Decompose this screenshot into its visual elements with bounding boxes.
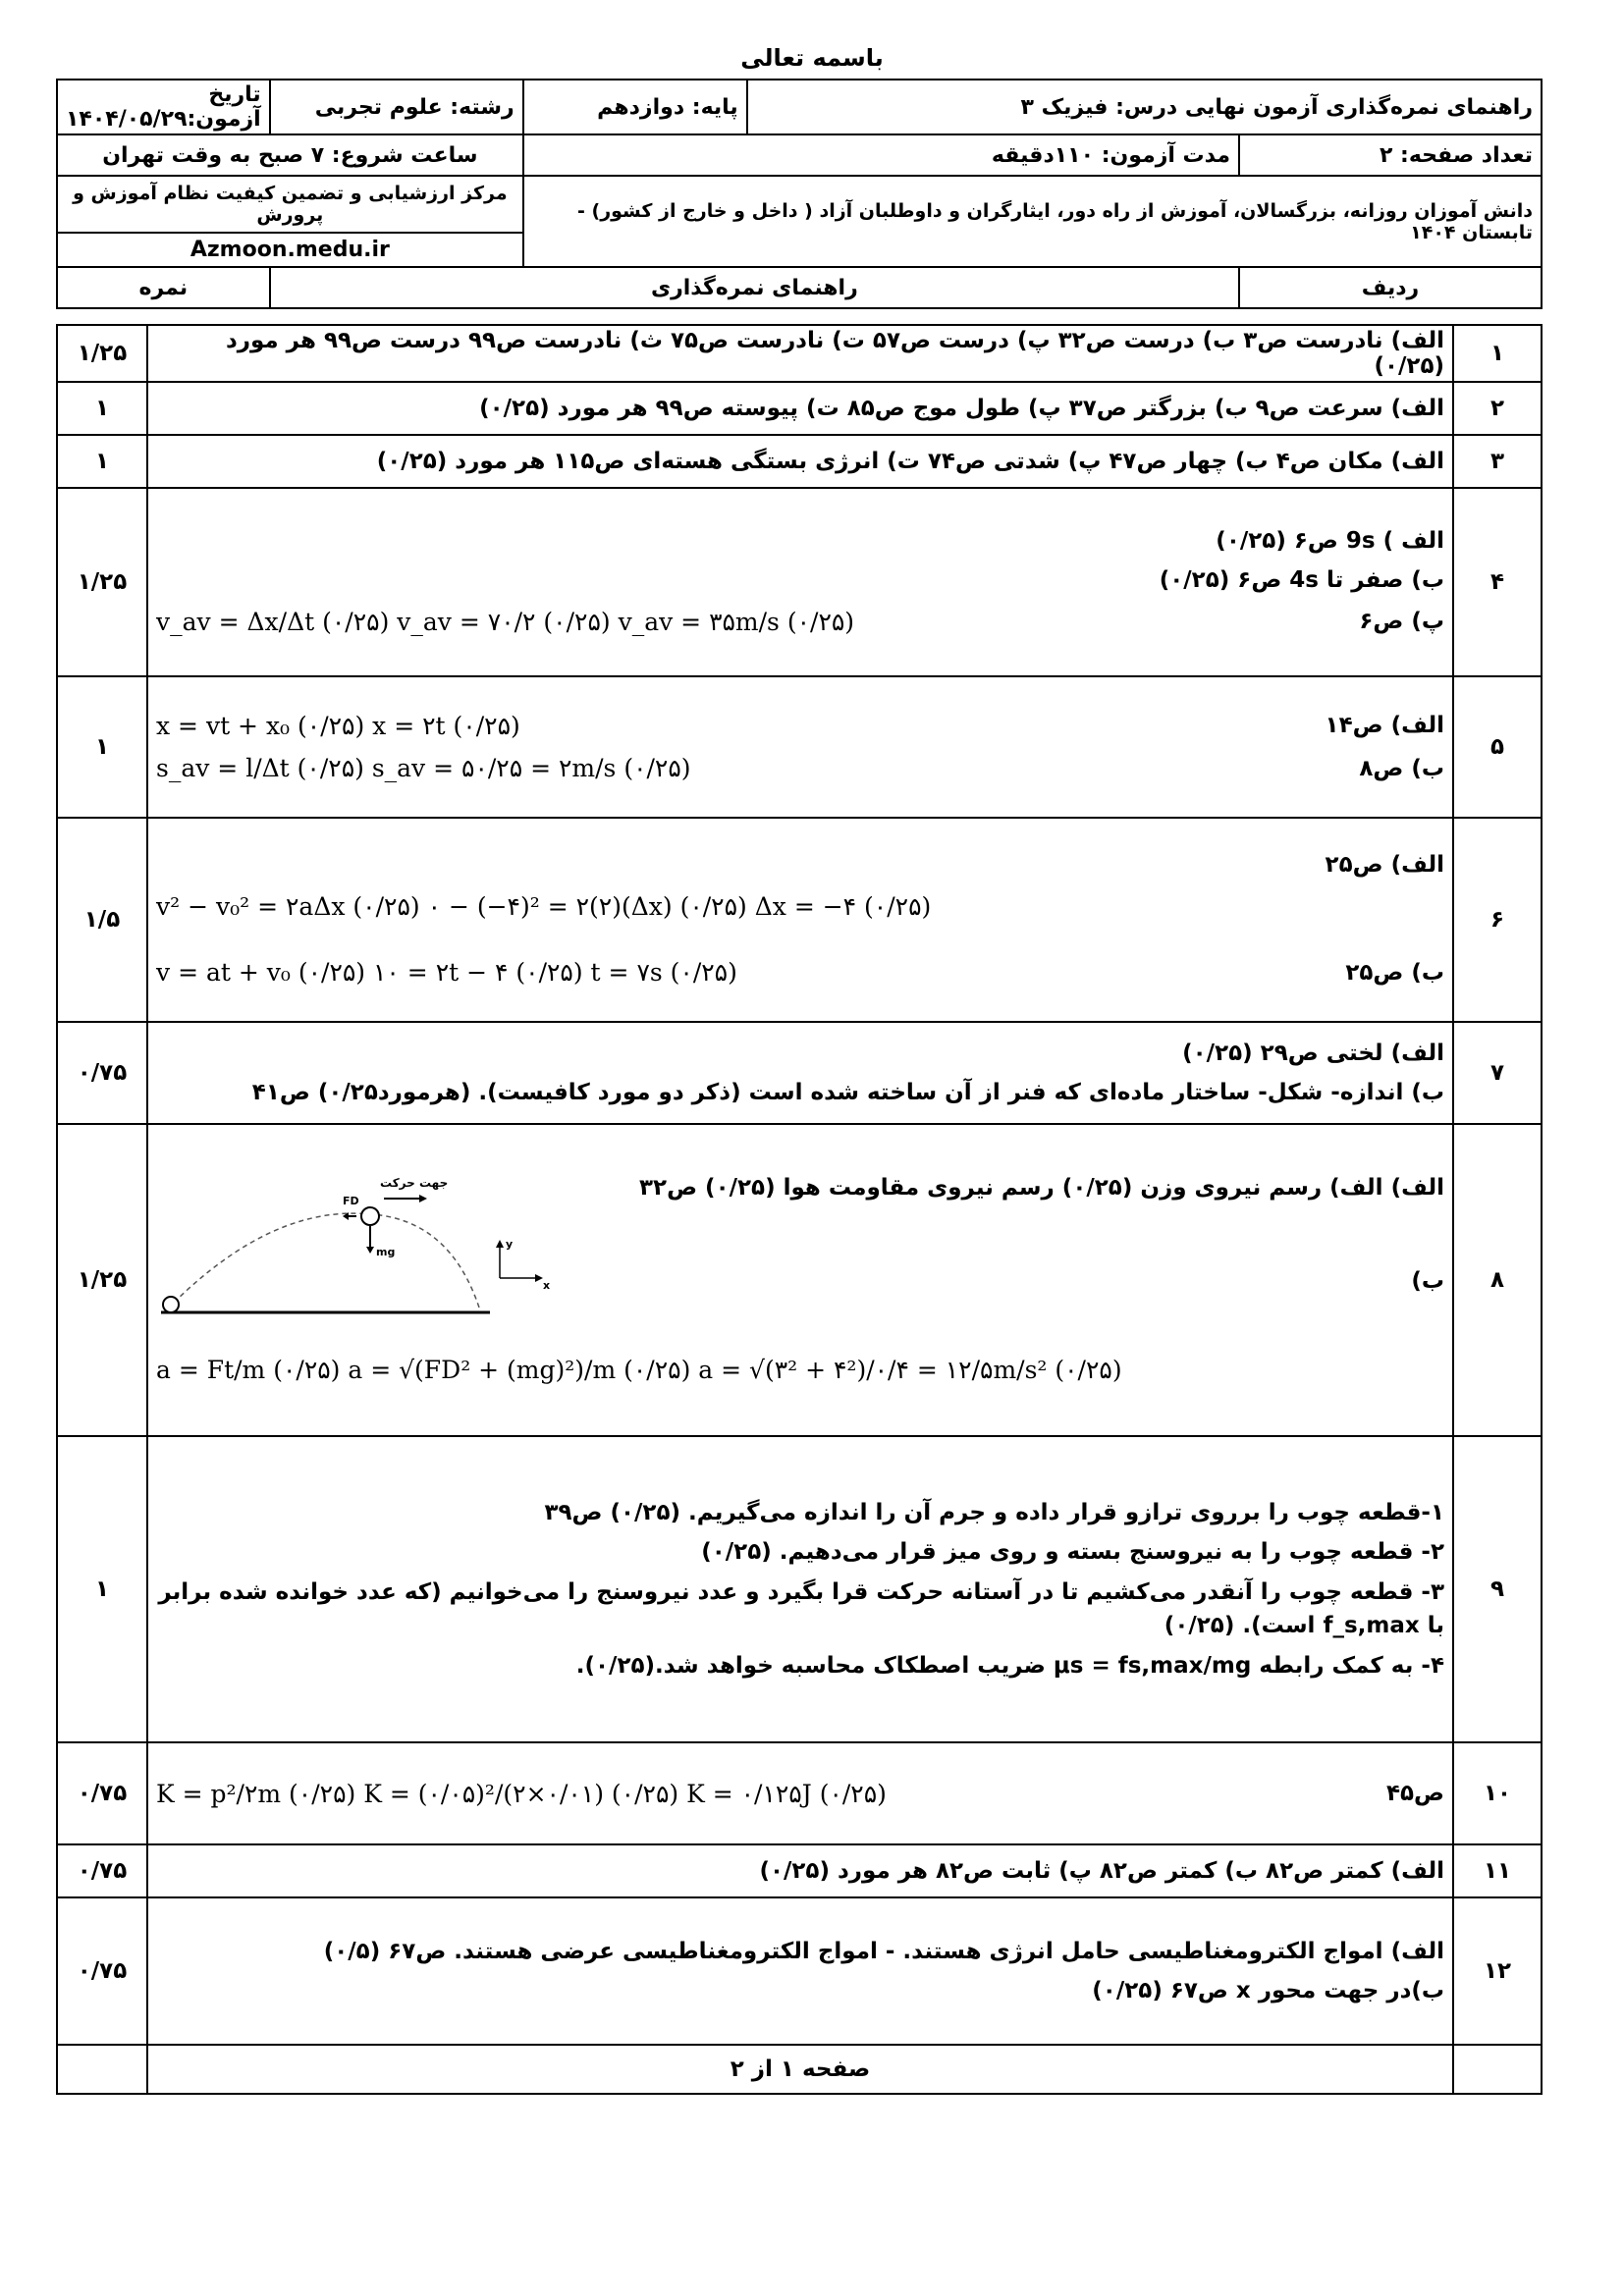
scoring-table <box>56 324 1543 2095</box>
answer-a: الف ) 9s ص۶ (۰/۲۵) <box>1216 527 1444 554</box>
ball-start-icon <box>163 1297 179 1312</box>
col-score-header: نمره <box>57 267 270 308</box>
row-score: ۱ <box>57 435 147 488</box>
page-count: تعداد صفحه: ۲ <box>1239 134 1542 176</box>
answer-b-equation: v = at + v₀ (۰/۲۵) ۱۰ = ۲t − ۴ (۰/۲۵) t = ۷s (۰/۲۵) <box>156 958 737 988</box>
row-content: الف) کمتر ص۸۲ ب) کمتر ص۸۲ پ) ثابت ص۸۲ هر مورد (۰/۲۵) <box>147 1844 1453 1897</box>
page-footer: صفحه ۱ از ۲ <box>147 2045 1453 2094</box>
exam-grade: پایه: دوازدهم <box>523 80 747 134</box>
step-4: ۴- به کمک رابطه μs = fs,max/mg ضریب اصطکاک محاسبه خواهد شد.(۰/۲۵). <box>575 1652 1444 1679</box>
row-number: ۹ <box>1453 1436 1542 1742</box>
weight-arrowhead <box>366 1247 374 1254</box>
answer-a: الف) لختی ص۲۹ (۰/۲۵) <box>1182 1040 1444 1066</box>
acceleration-equation: a = Ft/m (۰/۲۵) a = √(FD² + (mg)²)/m (۰/۲۵) a = √(۳² + ۴²)/۰/۴ = ۱۲/۵m/s² (۰/۲۵) <box>156 1356 1122 1385</box>
row-score: ۱/۲۵ <box>57 325 147 382</box>
row-number: ۷ <box>1453 1022 1542 1124</box>
center-name: مرکز ارزشیابی و تضمین کیفیت نظام آموزش و پرورش <box>73 183 508 226</box>
answer-b: ب)در جهت محور x ص۶۷ (۰/۲۵) <box>1092 1978 1444 2003</box>
answer-a-equation: v² − v₀² = ۲aΔx (۰/۲۵) ۰ − (−۴)² = ۲(۲)(Δx) (۰/۲۵) Δx = −۴ (۰/۲۵) <box>156 891 932 921</box>
answer-c-label: پ) ص۶ <box>1359 609 1444 635</box>
row-content <box>147 1022 1453 1124</box>
row-number: ۳ <box>1453 435 1542 488</box>
ball-top-icon <box>361 1207 379 1225</box>
weight-label: mg <box>376 1246 396 1259</box>
table-row <box>57 1897 1542 2045</box>
row-number: ۲ <box>1453 382 1542 435</box>
row-score: ۱ <box>57 1436 147 1742</box>
table-row <box>57 1124 1542 1436</box>
table-row <box>57 382 1542 435</box>
table-row <box>57 435 1542 488</box>
table-row <box>57 325 1542 382</box>
exam-header-table <box>56 79 1543 309</box>
row-number: ۴ <box>1453 488 1542 676</box>
answer-b: ب) اندازه- شکل- ساختار ماده‌ای که فنر از آن ساخته شده است (ذکر دو مورد کافیست). (هرمورد۰/۲۵) ص۴۱ <box>251 1080 1444 1105</box>
y-axis-label: y <box>506 1238 514 1252</box>
answer-a-equation: x = vt + x₀ (۰/۲۵) x = ۲t (۰/۲۵) <box>156 711 520 740</box>
exam-duration: مدت آزمون: ۱۱۰دقیقه <box>523 134 1239 176</box>
step-1: ۱-قطعه چوب را برروی ترازو قرار داده و جرم آن را اندازه می‌گیریم. (۰/۲۵) ص۳۹ <box>544 1499 1444 1525</box>
row-score: ۱/۵ <box>57 818 147 1022</box>
row-number: ۶ <box>1453 818 1542 1022</box>
row-number: ۸ <box>1453 1124 1542 1436</box>
x-axis-arrowhead <box>535 1274 543 1282</box>
table-row <box>57 1742 1542 1844</box>
students-info: دانش آموزان روزانه، بزرگسالان، آموزش از راه دور، ایثارگران و داوطلبان آزاد ( داخل و خارج از کشور) - تابستان ۱۴۰۴ <box>523 176 1542 267</box>
motion-arrowhead <box>419 1195 427 1202</box>
answer-a: الف) امواج الکترومغناطیسی حامل انرژی هستند. - امواج الکترومغناطیسی عرضی هستند. ص۶۷ (۰/۵) <box>323 1938 1444 1964</box>
row-content: الف) نادرست ص۳ ب) درست ص۳۲ پ) درست ص۵۷ ت) نادرست ص۷۵ ث) نادرست ص۹۹ درست ص۹۹ هر مورد (۰/۲۵) <box>147 325 1453 382</box>
answer-b-label: ب) ص۲۵ <box>1345 959 1444 986</box>
motion-direction-label: جهت حرکت <box>380 1176 449 1191</box>
row-content <box>147 1436 1453 1742</box>
footer-row <box>57 2045 1542 2094</box>
table-row <box>57 1844 1542 1897</box>
answer-a-label: الف) ص۲۵ <box>1325 852 1444 879</box>
row-content <box>147 818 1453 1022</box>
table-row <box>57 676 1542 818</box>
y-axis-arrowhead <box>496 1240 504 1248</box>
row-score: ۱ <box>57 382 147 435</box>
answer-b-label: ب) ص۸ <box>1359 755 1444 781</box>
row-number: ۱۰ <box>1453 1742 1542 1844</box>
exam-title: راهنمای نمره‌گذاری آزمون نهایی درس: فیزیک ۳ <box>747 80 1542 134</box>
exam-field: رشته: علوم تجربی <box>270 80 523 134</box>
answer-b-equation: s_av = l/Δt (۰/۲۵) s_av = ۵۰/۲۵ = ۲m/s (۰/۲۵) <box>156 754 691 782</box>
bismillah-heading: باسمه تعالی <box>740 44 884 72</box>
row-content <box>147 1124 1453 1436</box>
answer-b: ب) صفر تا 4s ص۶ (۰/۲۵) <box>1159 567 1444 594</box>
row-score: ۱/۲۵ <box>57 488 147 676</box>
answer-a-label: الف) ص۱۴ <box>1325 713 1444 738</box>
website: Azmoon.medu.ir <box>58 232 522 266</box>
row-content: الف) سرعت ص۹ ب) بزرگتر ص۳۷ پ) طول موج ص۸۵ ت) پیوسته ص۹۹ هر مورد (۰/۲۵) <box>147 382 1453 435</box>
row-content: الف) مکان ص۴ ب) چهار ص۴۷ پ) شدتی ص۷۴ ت) انرژی بستگی هسته‌ای ص۱۱۵ هر مورد (۰/۲۵) <box>147 435 1453 488</box>
table-row <box>57 1436 1542 1742</box>
row-content <box>147 1897 1453 2045</box>
center-box <box>57 176 523 267</box>
row-number: ۱۲ <box>1453 1897 1542 2045</box>
row-number: ۱ <box>1453 325 1542 382</box>
step-2: ۲- قطعه چوب را به نیروسنج بسته و روی میز قرار می‌دهیم. (۰/۲۵) <box>701 1539 1444 1566</box>
row-score: ۰/۷۵ <box>57 1742 147 1844</box>
trajectory-path <box>174 1213 480 1310</box>
table-row <box>57 488 1542 676</box>
row-number: ۵ <box>1453 676 1542 818</box>
kinetic-energy-equation: K = p²/۲m (۰/۲۵) K = (۰/۰۵)²/(۲×۰/۰۱) (۰/۲۵) K = ۰/۱۲۵J (۰/۲۵) <box>156 1779 887 1808</box>
answer-a: الف) الف) رسم نیروی وزن (۰/۲۵) رسم نیروی مقاومت هوا (۰/۲۵) ص۳۲ <box>639 1175 1444 1201</box>
row-score: ۰/۷۵ <box>57 1897 147 2045</box>
col-row-header: ردیف <box>1239 267 1542 308</box>
row-score: ۱ <box>57 676 147 818</box>
row-score: ۱/۲۵ <box>57 1124 147 1436</box>
projectile-diagram <box>156 1165 549 1332</box>
row-score: ۰/۷۵ <box>57 1022 147 1124</box>
row-content <box>147 676 1453 818</box>
row-number: ۱۱ <box>1453 1844 1542 1897</box>
x-axis-label: x <box>543 1279 551 1293</box>
row-content <box>147 1742 1453 1844</box>
exam-date: تاریخ آزمون:۱۴۰۴/۰۵/۲۹ <box>57 80 270 134</box>
drag-force-label: FD <box>343 1195 359 1208</box>
row-content <box>147 488 1453 676</box>
table-row <box>57 818 1542 1022</box>
answer-label: ص۴۵ <box>1385 1781 1444 1806</box>
step-3: ۳- قطعه چوب را آنقدر می‌کشیم تا در آستانه حرکت قرا بگیرد و عدد نیروسنج را می‌خوانیم (که عدد خوانده شده برابر با f_s,max است). (۰/۲۵) <box>158 1578 1444 1639</box>
answer-b: ب) <box>1411 1267 1444 1294</box>
row-score: ۰/۷۵ <box>57 1844 147 1897</box>
start-time: ساعت شروع: ۷ صبح به وقت تهران <box>57 134 523 176</box>
answer-c-equation: v_av = Δx/Δt (۰/۲۵) v_av = ۷۰/۲ (۰/۲۵) v_av = ۳۵m/s (۰/۲۵) <box>156 607 855 636</box>
table-row <box>57 1022 1542 1124</box>
col-guide-header: راهنمای نمره‌گذاری <box>270 267 1239 308</box>
